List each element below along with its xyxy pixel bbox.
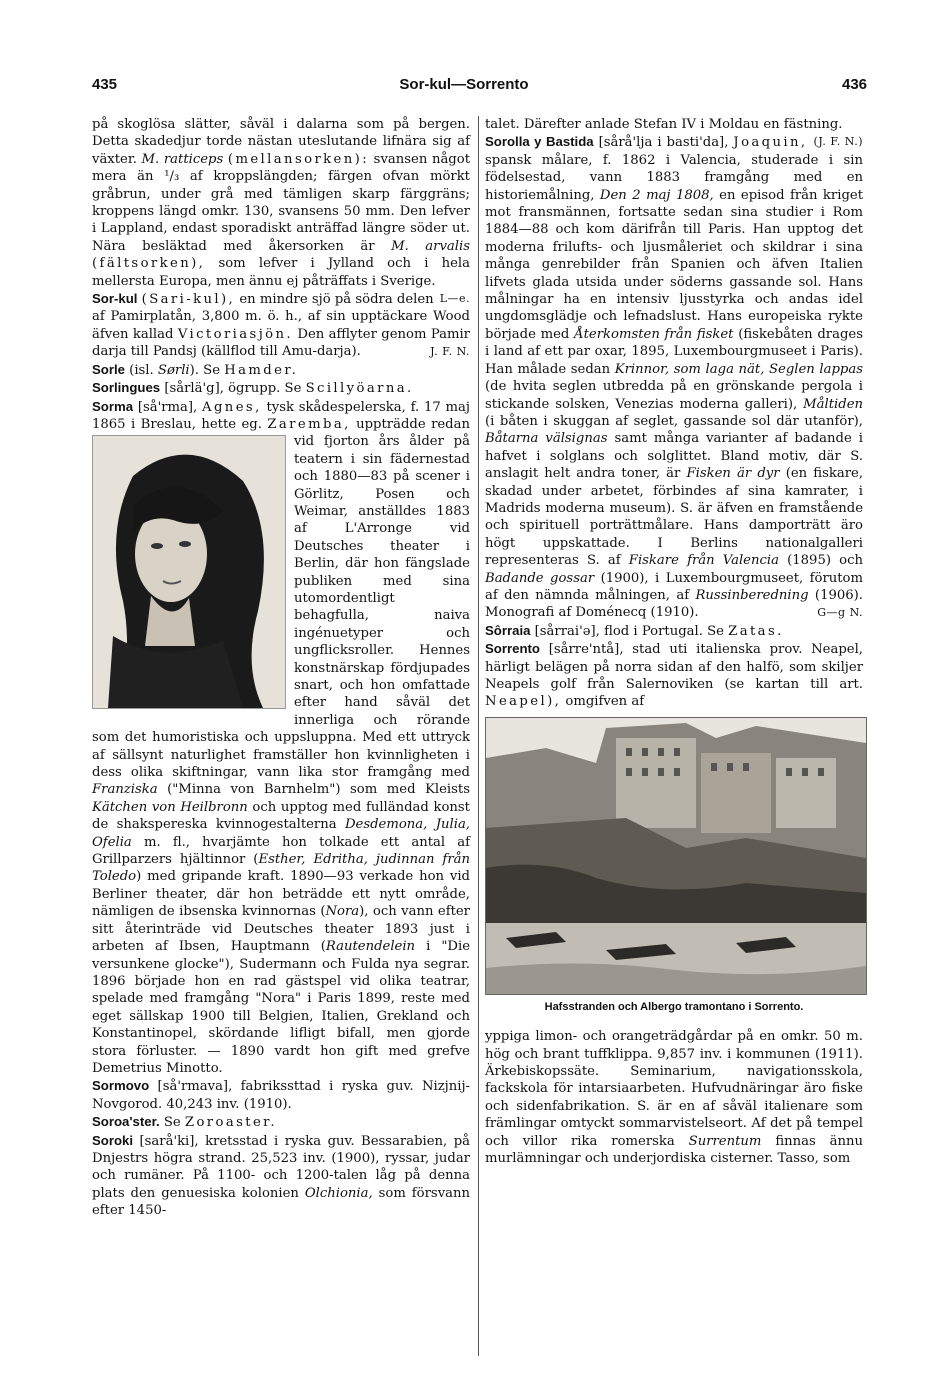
headword: Sormovo [92, 1078, 150, 1094]
sorrento-illustration [486, 718, 866, 994]
left-column [92, 116, 470, 1220]
headword: Sorlingues [92, 380, 161, 396]
author-signature: (J. F. N.) [813, 135, 863, 149]
entry-sorrento-continued: yppiga limon- och orangeträdgårdar på en omkr. 50 m. hög och brant tuffklippa. 9,857 inv. i kommunen (1911). Ärkebiskopssäte. Seminarium, navigationsskola, fackskola för intarsiaarbeten. Hufvudnäringar äro fiske och sidenfabrikation. S. är en af såväl italienare som främlingar omtyckt sommarvistelseort. Af det på tempel och villor rika romerska Surrentum finnas ännu murlämningar och underjordiska cisterner. Tasso, som [485, 1029, 863, 1167]
entry-soroki: Soroki [sarå'ki], kretsstad i ryska guv. Bessarabien, på Dnjestrs högra strand. 25,523 inv. (1900), ryssar, judar och rumäner. På 1100- och 1200-talen låg på denna plats den genuesiska kolonien Olchionia, som försvann efter 1450- [92, 1132, 470, 1219]
author-signature: L—e. [439, 292, 470, 306]
entry-sorrento: Sorrento [sårre'ntå], stad uti italienska prov. Neapel, härligt belägen på norra sidan af den halfö, som skiljer Neapels golf från Salernoviken (se kartan till art. Neapel), omgifven af [485, 641, 863, 710]
portrait-photo [92, 435, 286, 709]
entry-sorle: Sorle (isl. Sørli). Se Hamder. [92, 361, 299, 378]
photo-caption: Hafsstranden och Albergo tramontano i Sorrento. [544, 1000, 804, 1013]
right-column [485, 116, 863, 1167]
entry-sorolla: Sorolla y Bastida [sårå'lja i basti'da], Joaquin, spansk målare, f. 1862 i Valencia, studerade i sin födelsestad, vann 1883 framgång med en historiemålning, Den 2 maj 1808, en episod från kriget mot fransmännen, fortsatte sedan sina studier i Rom 1884—88 och kom därifrån till Paris. Han upptog det moderna frilufts- och ljusmåleriet och skildrar i sina många genrebilder från Spanien och äfven Italien lifvets glada utsida under söderns gassande sol. Hans målningar ha en intensiv ljusstyrka och andas idel ungdomsglädje och lefnadslust. Hans europeiska rykte började med Återkomsten från fisket (fiskebåten drages i land af ett par oxar, 1895, Luxembourgmuseet i Paris). Han målade sedan Krinnor, som laga nät, Seglen lappas (de hvita seglen utbredda på en grönskande pergola i stickande solsken, Venezias moderna galleri), Måltiden (i båten i skuggan af seglet, gassande sol där utanför), Båtarna välsignas samt många varianter af badande i hafvet i solglans och solglittet. Bland motiv, där S. anslagit helt andra toner, är Fisken är dyr (en fiskare, skadad under arbetet, förbindes af sina kamrater, i Madrids moderna museum). S. är äfven en framstående och spirituell porträttmålare. Hans damporträtt äro högt uppskattade. I Berlins nationalgalleri representeras S. af Fiskare från Valencia (1895) och Badande gossar (1900), i Luxembourgmuseet, förutom af den nämnda målningen, af Russinberedning (1906). Monografi af Doménecq (1910). G—g N. [485, 134, 864, 621]
sorrento-photo [485, 717, 867, 995]
entry-sorraia: Sôrraia [sårrai'ə], flod i Portugal. Se Zatas. [485, 622, 784, 639]
entry-soroaster: Soroa'ster. Se Zoroaster. [92, 1114, 278, 1131]
author-signature: G—g N. [817, 606, 863, 620]
headword: Sorolla y Bastida [485, 134, 594, 150]
running-header: Sor-kul—Sorrento [399, 76, 529, 93]
headword: Sôrraia [485, 622, 531, 638]
entry-sorma: Sorma [så'rma], Agnes, tysk skådespelerska, f. 17 maj 1865 i Breslau, hette eg. Zaremba, uppträdde redan vid fjorton års ålder på teatern i sin fädernestad och 1880—83 på scener i Görlitz, Posen och Weimar, anställdes 1883 af L'Arronge vid Deutsches theater i Berlin, där hon fängslade publiken med sina utomordentligt behagfulla, naiva ingénuetyper och ungflicksroller. Hennes konstnärskap fördjupades snart, och hon omfattade efter hand såväl det innerliga och rörande som det humoristiska och uppsluppna. Med ett uttryck af sällsynt naturlighet framställer hon kvinnligheten i dess olika skiftningar, vann lika stor framgång med Franziska ("Minna von Barnhelm") som med Kleists Kätchen von Heilbronn och upptog med fulländad konst de shakspereska kvinnogestalterna Desdemona, Julia, Ofelia m. fl., hvarjämte hon tolkade ett antal af Grillparzers hjältinnor (Esther, Edritha, judinnan från Toledo) med gripande kraft. 1890—93 verkade hon vid Berliner theater, där hon beträdde ett nytt område, nämligen de ibsenska kvinnornas (Nora), och vann efter sitt återinträde vid Deutsches theater 1893 just i arbeten af Ibsen, Hauptmann (Rautendelein i "Die versunkene glocke"), Sudermann och Fulda nya segrar. 1896 började hon en rad gästspel vid olika teatrar, spelade med framgång "Nora" i Paris 1899, reste med eget sällskap 1900 till Belgien, Italien, Grekland och Konstantinopel, skördande lifligt bifall, men gjorde stora förluster. — 1890 vardt hon gift med grefve Demetrius Minotto. [92, 398, 471, 1076]
author-signature: J. F. N. [430, 345, 470, 359]
page-number-right: 436 [842, 76, 868, 93]
page-number-left: 435 [92, 76, 118, 93]
entry-sorlingues: Sorlingues [sårlä'g], ögrupp. Se Scillyöarna. [92, 380, 414, 397]
headword: Sorle [92, 361, 125, 377]
entry-sor-kul: Sor-kul (Sari-kul), en mindre sjö på södra delen af Pamirplatån, 3,800 m. ö. h., af sin upptäckare Wood äfven kallad Victoriasjön. Den afflyter genom Pamir darja till Pandsj (källflod till Amu-darja). J. F. N. [92, 291, 470, 360]
headword: Sorrento [485, 641, 540, 657]
column-divider [478, 116, 479, 1356]
entry-sormovo: Sormovo [så'rmava], fabrikssttad i ryska guv. Nizjnij-Novgorod. 40,243 inv. (1910). [92, 1078, 470, 1112]
headword: Soroa'ster. [92, 1114, 160, 1130]
headword: Soroki [92, 1132, 134, 1148]
headword: Sor-kul [92, 291, 138, 307]
entry-sorken-continued: på skoglösa slätter, såväl i dalarna som på bergen. Detta skadedjur torde nästan uteslutande lifnära sig af växter. M. ratticeps (mellansorken): svansen något mera än ¹/₃ af kroppslängden; färgen ofvan mörkt gråbrun, under grå med tämligen skarp färggräns; kroppens längd omkr. 130, svansens 50 mm. Den lefver i Lappland, endast sporadiskt anträffad längre söder ut. Nära besläktad med åkersorken är M. arvalis (fältsorken), som lefver i Jylland och i hela mellersta Europa, men ännu ej påträffats i Sverige. L—e. [92, 116, 470, 290]
entry-soroki-continued: talet. Därefter anlade Stefan IV i Moldau en fästning. (J. F. N.) [485, 116, 863, 133]
portrait-illustration [93, 436, 285, 708]
headword: Sorma [92, 398, 134, 414]
